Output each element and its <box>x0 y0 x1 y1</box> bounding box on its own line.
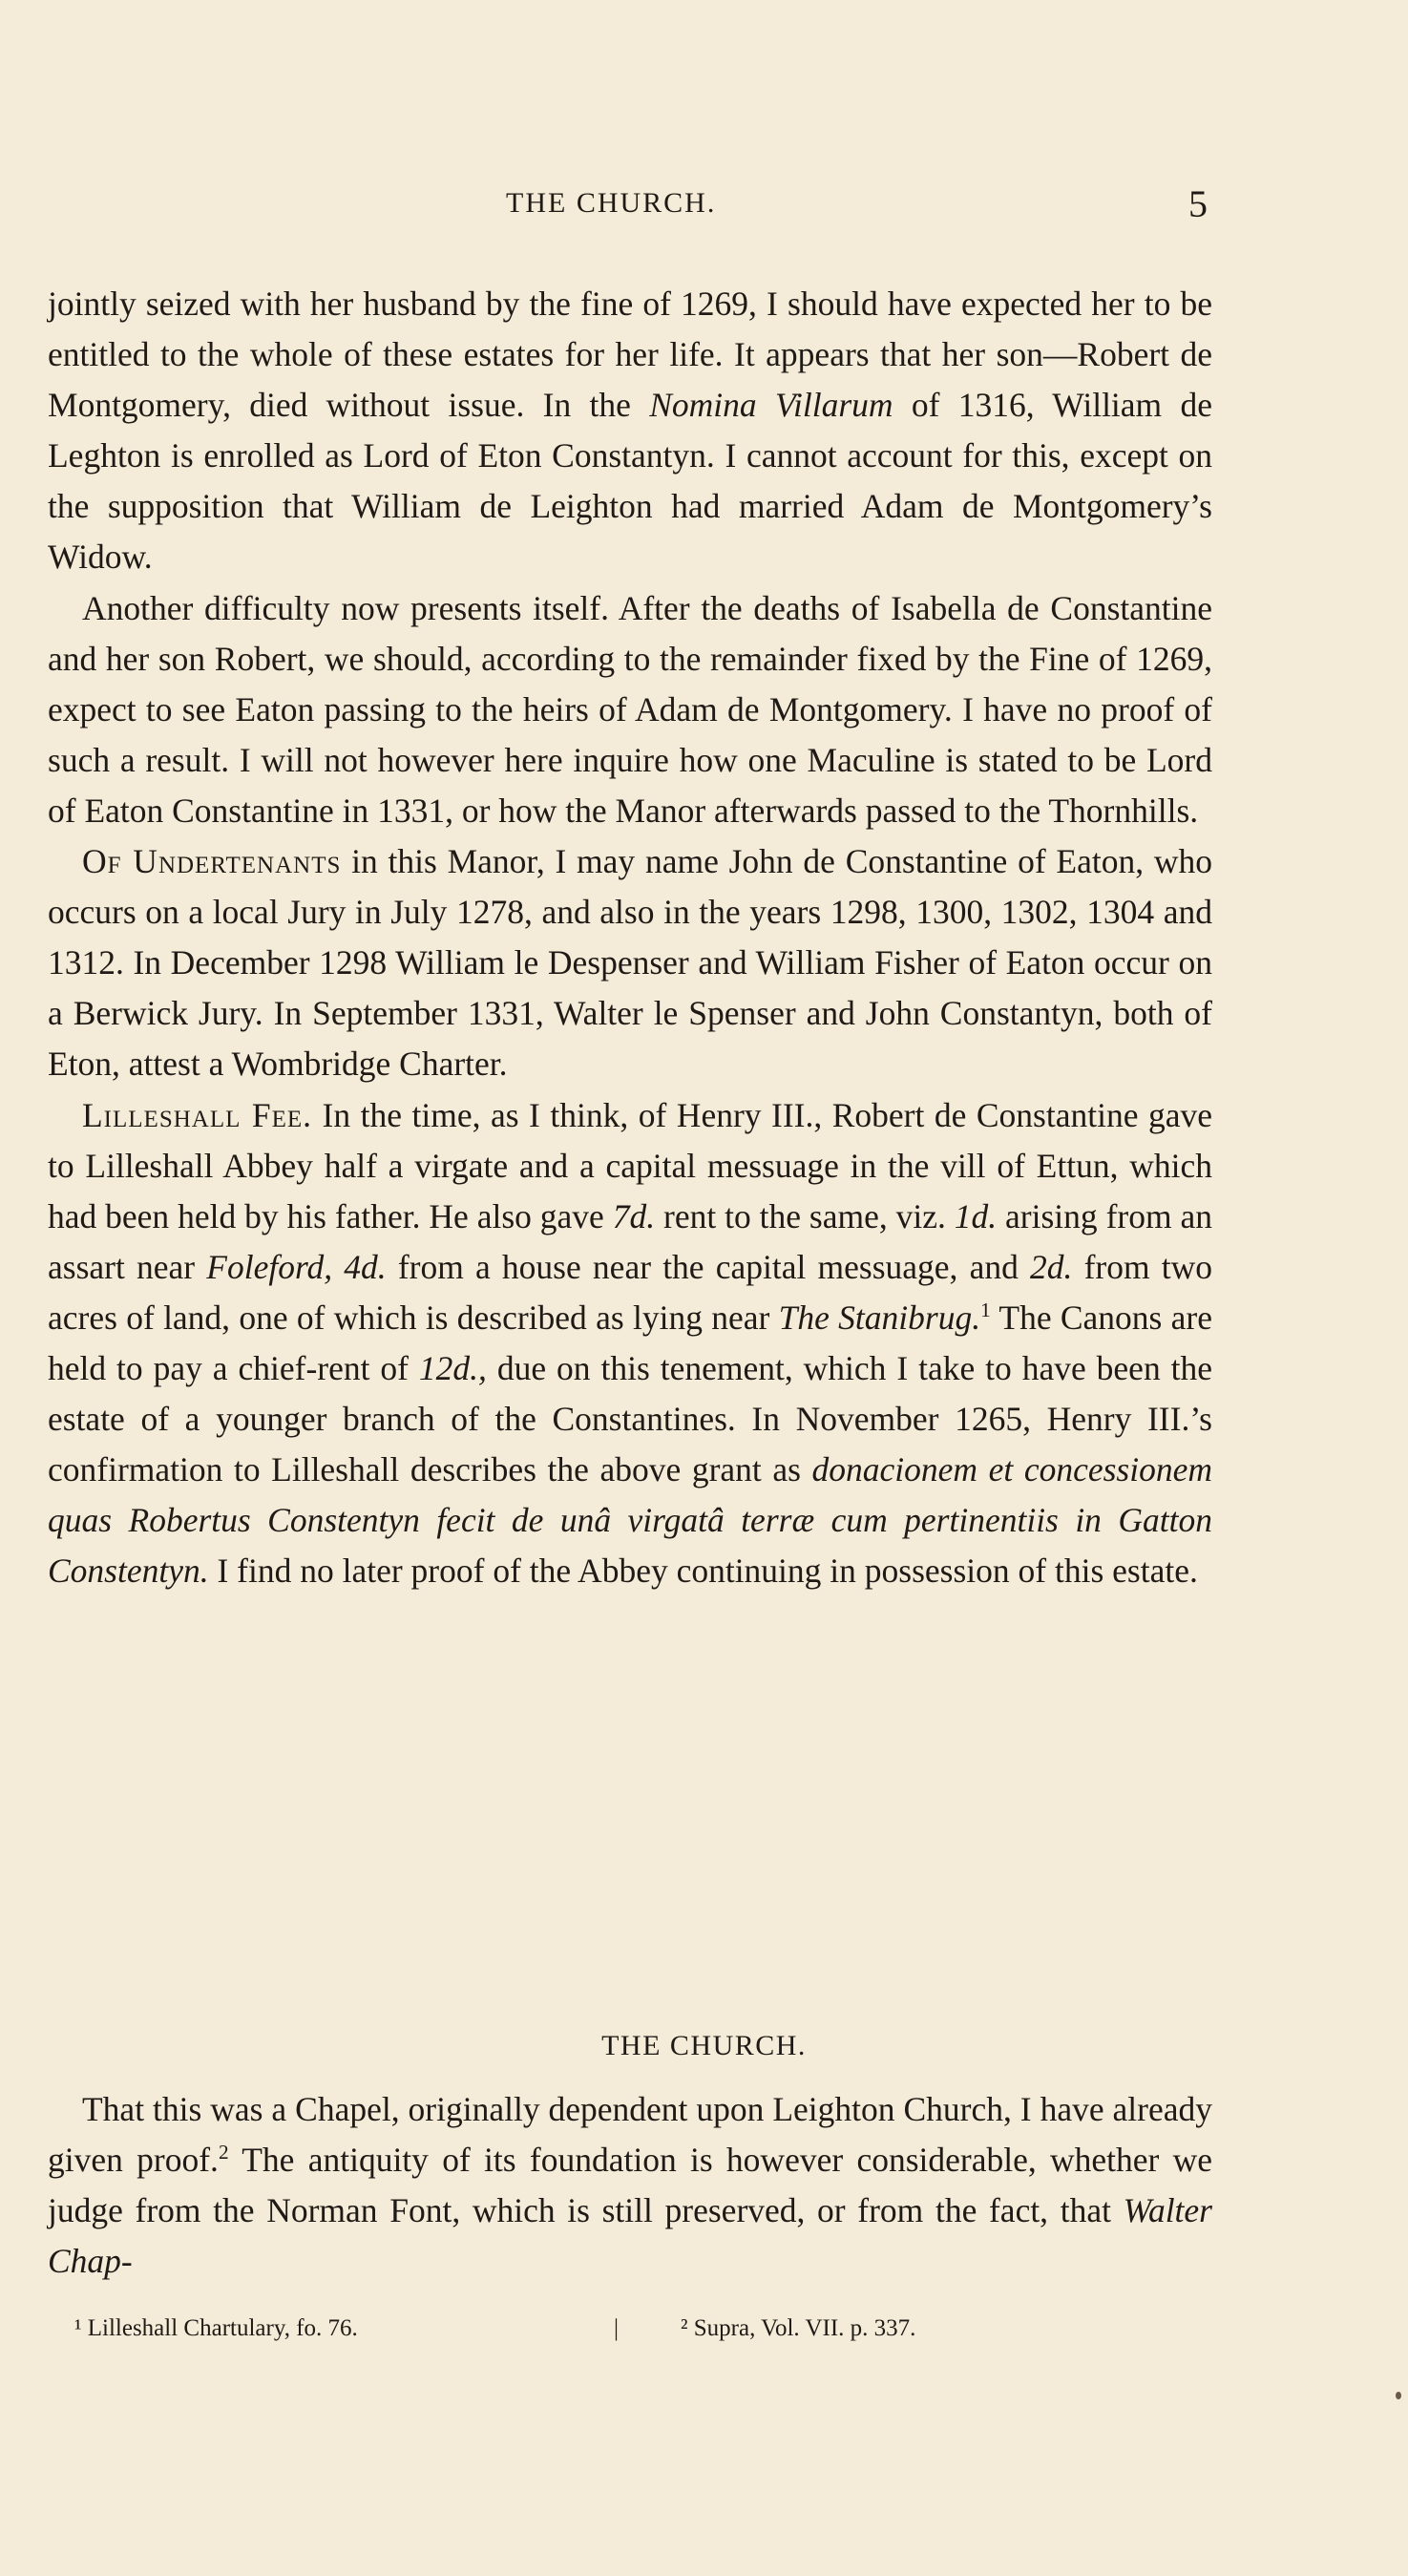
italic-run: 2d. <box>1030 1247 1073 1286</box>
paragraph-5 <box>48 2084 1212 2287</box>
text-run <box>332 1248 344 1286</box>
paragraph-4 <box>48 1090 1212 1597</box>
italic-run: donacionem et concessionem quas Robertus Constentyn fecit de unâ virgatâ terræ cum pertinentiis in Gatton Constentyn. <box>48 1450 1213 1591</box>
text-run: That this was a Chapel, originally dependent upon Leighton Church, I have already given proof. <box>48 2090 1212 2180</box>
italic-run: The Stanibrug. <box>778 1298 981 1337</box>
paragraph-2: Another difficulty now presents itself. After the deaths of Isabella de Constantine and her son Robert, we should, according to the remainder fixed by the Fine of 1269, expect to see Eaton passing to the heirs of Adam de Montgomery. I have no proof of such a result. I will not however here inquire how one Maculine is stated to be Lord of Eaton Constantine in 1331, or how the Manor afterwards passed to the Thornhills. <box>48 588 1212 830</box>
paragraph-3 <box>48 836 1212 1089</box>
italic-run: 4d. <box>344 1247 387 1286</box>
page-number: 5 <box>1188 182 1208 225</box>
text-run: of 1316, William de Leghton is enrolled as Lord of Eton Constantyn. I cannot account for this, except on the supposition that William de Leighton had married Adam de Montgomery’s Widow. <box>48 386 1212 577</box>
text-run: rent to the same, viz. <box>655 1196 955 1235</box>
church-section-text <box>48 2084 1212 2287</box>
text-run: in this Manor, I may name John de Constantine of Eaton, who occurs on a local Jury in July 1278, and also in the years 1298, 1300, 1302, 1304 and 1312. In December 1298 William le Despenser and William Fisher of Eaton occur on a Berwick Jury. In September 1331, Walter le Spenser and John Constantyn, both of Eton, attest a Wombridge Charter. <box>48 842 1212 1084</box>
italic-run: Nomina Villarum <box>649 386 893 425</box>
main-text <box>48 279 1212 1596</box>
footnote-ref-2[interactable]: 2 <box>218 2141 229 2164</box>
text-run: In the time, as I think, of Henry III., Robert de Constantine gave to Lilleshall Abbey half a virgate and a capital messuage in the vill of Ettun, which had been held by his father. He also gave <box>48 1095 1212 1235</box>
italic-run: 7d. <box>612 1196 656 1235</box>
text-run: I find no later proof of the Abbey continuing in possession of this estate. <box>208 1552 1198 1591</box>
italic-run: 1d. <box>954 1196 998 1235</box>
italic-run: Foleford, <box>206 1247 333 1286</box>
footnote-1: ¹ Lilleshall Chartulary, fo. 76. <box>74 2315 358 2341</box>
text-run: The Canons are held to pay a chief-rent of <box>48 1298 1212 1387</box>
footnotes <box>74 2315 1182 2342</box>
text-run: from two acres of land, one of which is described as lying near <box>48 1247 1213 1337</box>
text-run: from a house near the capital messuage, and <box>386 1247 1031 1286</box>
running-title: THE CHURCH. <box>506 187 717 219</box>
section-heading: THE CHURCH. <box>601 2030 807 2061</box>
text-run: due on this tenement, which I take to have been the estate of a younger branch of the Constantines. In November 1265, Henry III.’s confirmation to Lilleshall describes the above grant as <box>48 1348 1212 1489</box>
paragraph-1 <box>48 279 1212 583</box>
italic-run: 12d., <box>418 1348 487 1387</box>
footnote-2: ² Supra, Vol. VII. p. 337. <box>681 2315 916 2341</box>
footnote-separator: | <box>614 2315 620 2341</box>
text-run: arising from an assart near <box>48 1196 1212 1286</box>
ink-spot <box>1396 2392 1401 2399</box>
paragraph-lead: Lilleshall Fee. <box>82 1095 313 1134</box>
text-run: The antiquity of its foundation is however considerable, whether we judge from the Norman Font, which is still preserved, or from the fact, that <box>48 2141 1213 2230</box>
paragraph-lead: Of Undertenants <box>82 842 342 881</box>
footnote-ref-1[interactable]: 1 <box>980 1299 991 1322</box>
text-run: jointly seized with her husband by the fine of 1269, I should have expected her to be entitled to the whole of these estates for her life. It appears that her son—Robert de Montgomery, died without issue. In the <box>48 285 1212 425</box>
italic-run: Walter Chap- <box>48 2191 1212 2281</box>
